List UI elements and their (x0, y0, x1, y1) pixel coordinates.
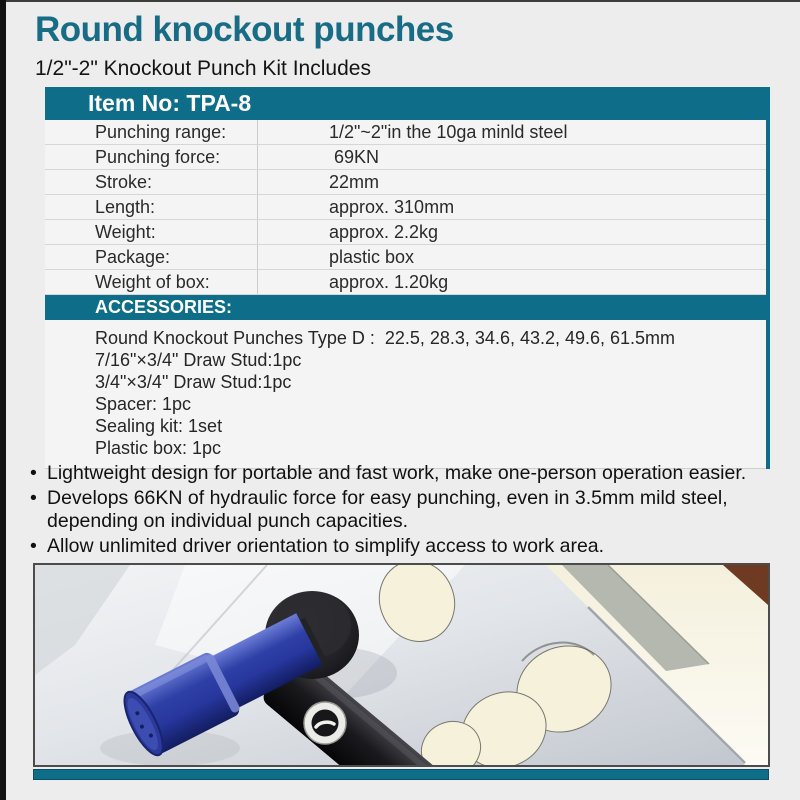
left-border (0, 0, 6, 800)
spec-table-header: Item No: TPA-8 (45, 87, 766, 120)
knockout-punch-tool-photo (35, 565, 768, 765)
accessory-item: Plastic box: 1pc (95, 438, 222, 458)
feature-text: Allow unlimited driver orientation to simplify access to work area. (47, 534, 605, 557)
spec-row-package (45, 245, 766, 270)
spec-label: Stroke: (95, 171, 153, 192)
spec-label: Weight: (95, 221, 156, 242)
spec-label: Punching force: (95, 146, 221, 167)
spec-label: Punching range: (95, 121, 227, 142)
accessory-item: Sealing kit: 1set (95, 416, 223, 436)
spec-row-stroke (45, 170, 766, 195)
spec-value: approx. 310mm (257, 195, 766, 219)
spec-value: approx. 2.2kg (257, 220, 766, 244)
accessories-list (45, 320, 766, 469)
feature-list (30, 462, 778, 559)
accessories-header: ACCESSORIES: (45, 295, 766, 320)
top-border (0, 0, 800, 2)
accessory-item: Round Knockout Punches Type D : 22.5, 28.3, 34.6, 43.2, 49.6, 61.5mm (95, 328, 676, 348)
spec-value: 69KN (257, 145, 766, 169)
feature-item (30, 462, 778, 486)
feature-item (30, 487, 778, 534)
bottom-accent-bar (33, 769, 769, 780)
spec-value: plastic box (257, 245, 766, 269)
feature-item (30, 535, 778, 559)
spec-label: Package: (95, 246, 171, 267)
feature-text: Lightweight design for portable and fast work, make one-person operation easier. (47, 462, 747, 484)
page-title: Round knockout punches (35, 10, 454, 49)
spec-row-weight-of-box (45, 270, 766, 295)
spec-row-punching-range (45, 120, 766, 145)
spec-row-weight (45, 220, 766, 245)
accessory-item: Spacer: 1pc (95, 394, 192, 414)
spec-value: approx. 1.20kg (257, 270, 766, 294)
spec-label: Weight of box: (95, 271, 210, 292)
accessory-item: 3/4"×3/4" Draw Stud:1pc (95, 372, 292, 392)
feature-text: Develops 66KN of hydraulic force for easy punching, even in 3.5mm mild steel, depending on individual punch capacities. (47, 486, 728, 532)
product-photo (33, 563, 770, 767)
accessory-item: 7/16"×3/4" Draw Stud:1pc (95, 350, 302, 370)
page-subtitle: 1/2"-2" Knockout Punch Kit Includes (35, 57, 371, 80)
spec-label: Length: (95, 196, 156, 217)
spec-value: 22mm (257, 170, 766, 194)
spec-row-length (45, 195, 766, 220)
spec-row-punching-force (45, 145, 766, 170)
spec-value: 1/2"~2"in the 10ga minld steel (257, 120, 766, 144)
spec-table (45, 87, 770, 469)
